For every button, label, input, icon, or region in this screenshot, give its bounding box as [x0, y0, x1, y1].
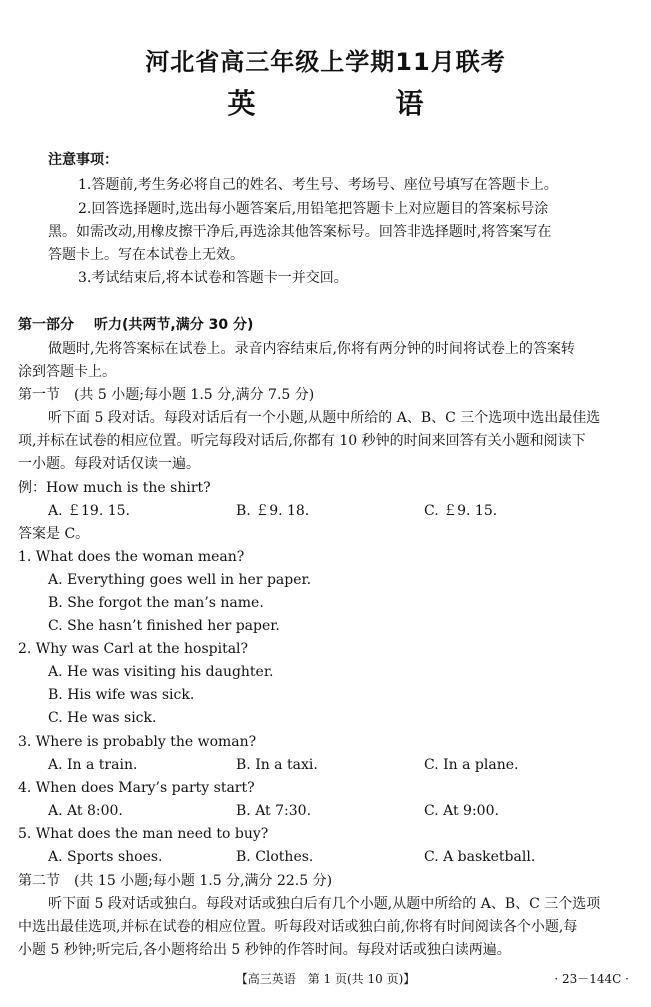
question-5: 5. What does the man need to buy?: [18, 826, 269, 842]
notice-heading: 注意事项：: [48, 152, 118, 168]
part1-intro-line: 做题时,先将答案标在试卷上。录音内容结束后,你将有两分钟的时间将试卷上的答案转: [48, 341, 575, 357]
option-2c: C. He was sick.: [48, 710, 157, 726]
notice-line: 黑。如需改动,用橡皮擦干净后,再选涂其他答案标号。回答非选择题时,将答案写在: [48, 224, 552, 240]
page-footer: 【高三英语 第 1 页(共 10 页)】: [235, 972, 416, 986]
option-2a: A. He was visiting his daughter.: [48, 664, 274, 680]
option-4b: B. At 7:30.: [236, 803, 312, 819]
notice-line: 3.考试结束后,将本试卷和答题卡一并交回。: [78, 270, 348, 286]
exam-title: 河北省高三年级上学期11月联考: [145, 48, 506, 76]
option-2b: B. His wife was sick.: [48, 687, 195, 703]
example-question: 例：How much is the shirt?: [18, 480, 211, 496]
option-3a: A. In a train.: [48, 757, 138, 773]
section1-instruction: 听下面 5 段对话。每段对话后有一个小题,从题中所给的 A、B、C 三个选项中选出最佳选: [48, 410, 601, 426]
example-option-a: A. ￡19. 15.: [48, 503, 130, 519]
option-3b: B. In a taxi.: [236, 757, 318, 773]
notice-line: 2.回答选择题时,选出每小题答案后,用铅笔把答题卡上对应题目的答案标号涂: [78, 201, 549, 217]
part1-heading-label: 第一部分: [18, 317, 74, 333]
option-5a: A. Sports shoes.: [48, 849, 163, 865]
question-4: 4. When does Mary’s party start?: [18, 780, 255, 796]
section1-instruction: 项,并标在试卷的相应位置。听完每段对话后,你都有 10 秒钟的时间来回答有关小题和阅读下: [18, 433, 586, 449]
option-1b: B. She forgot the man’s name.: [48, 595, 264, 611]
option-4a: A. At 8:00.: [48, 803, 123, 819]
example-option-c: C. ￡9. 15.: [424, 503, 498, 519]
option-5c: C. A basketball.: [424, 849, 536, 865]
option-4c: C. At 9:00.: [424, 803, 499, 819]
section2-instruction: 小题 5 秒钟;听完后,各小题将给出 5 秒钟的作答时间。每段对话或独白读两遍。: [18, 942, 511, 958]
question-2: 2. Why was Carl at the hospital?: [18, 641, 249, 657]
question-1: 1. What does the woman mean?: [18, 549, 245, 565]
section2-instruction: 听下面 5 段对话或独白。每段对话或独白后有几个小题,从题中所给的 A、B、C 三个选项: [48, 896, 601, 912]
notice-line: 1.答题前,考生务必将自己的姓名、考生号、考场号、座位号填写在答题卡上。: [78, 177, 558, 193]
question-3: 3. Where is probably the woman?: [18, 734, 257, 750]
exam-code: · 23－144C ·: [554, 972, 629, 986]
option-5b: B. Clothes.: [236, 849, 314, 865]
exam-subject: 英 语: [227, 87, 480, 120]
part1-intro-line: 涂到答题卡上。: [18, 364, 116, 380]
part1-heading-title: 听力(共两节,满分 30 分): [94, 317, 254, 333]
section1-instruction: 一小题。每段对话仅读一遍。: [18, 456, 200, 472]
section2-instruction: 中选出最佳选项,并标在试卷的相应位置。听每段对话或独白前,你将有时间阅读各个小题,每: [18, 919, 578, 935]
example-option-b: B. ￡9. 18.: [236, 503, 310, 519]
option-1a: A. Everything goes well in her paper.: [48, 572, 312, 588]
option-1c: C. She hasn’t finished her paper.: [48, 618, 280, 634]
section1-heading: 第一节 (共 5 小题;每小题 1.5 分,满分 7.5 分): [18, 387, 315, 403]
option-3c: C. In a plane.: [424, 757, 519, 773]
notice-line: 答题卡上。写在本试卷上无效。: [48, 247, 244, 263]
example-answer: 答案是 C。: [18, 526, 90, 542]
section2-heading: 第二节 (共 15 小题;每小题 1.5 分,满分 22.5 分): [18, 873, 333, 889]
